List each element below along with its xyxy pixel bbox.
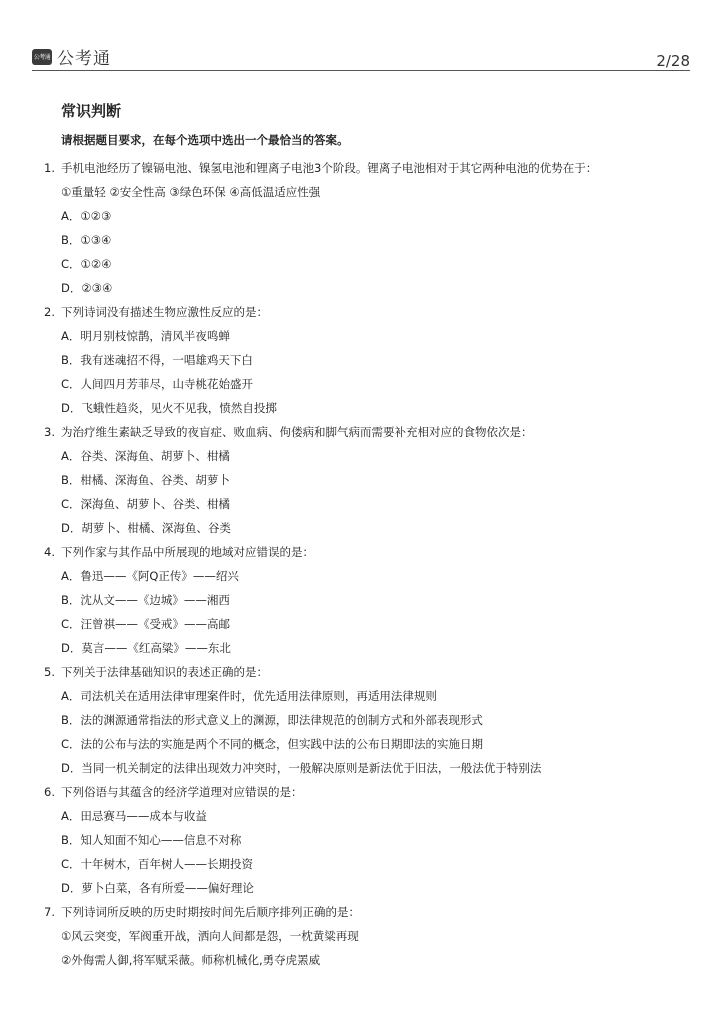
question-option: C．人间四月芳菲尽，山寺桃花始盛开 bbox=[61, 377, 254, 391]
question-number: 2. bbox=[44, 305, 55, 319]
question-option: D．萝卜白菜，各有所爱——偏好理论 bbox=[61, 881, 254, 895]
document-body bbox=[44, 100, 684, 972]
question-text: 为治疗维生素缺乏导致的夜盲症、败血病、佝偻病和脚气病而需要补充相对应的食物依次是： bbox=[61, 425, 533, 439]
question-number: 3. bbox=[44, 425, 55, 439]
question-option: A．①②③ bbox=[61, 209, 112, 223]
section-title: 常识判断 bbox=[61, 102, 122, 120]
question-text: 下列诗词没有描述生物应激性反应的是： bbox=[61, 305, 268, 319]
question-stem bbox=[44, 540, 684, 564]
question-option: D．莫言——《红高粱》——东北 bbox=[61, 641, 231, 655]
question-option: B．法的渊源通常指法的形式意义上的渊源，即法律规范的创制方式和外部表现形式 bbox=[61, 713, 483, 727]
question-list bbox=[44, 156, 684, 972]
question-stem bbox=[44, 900, 684, 924]
question-stem bbox=[44, 780, 684, 804]
question-text: 下列作家与其作品中所展现的地域对应错误的是： bbox=[61, 545, 314, 559]
question-stem bbox=[44, 420, 684, 444]
question-number: 1. bbox=[44, 161, 55, 175]
question-stem bbox=[44, 300, 684, 324]
question-option: B．我有迷魂招不得，一唱雄鸡天下白 bbox=[61, 353, 253, 367]
question-option: C．十年树木，百年树人——长期投资 bbox=[61, 857, 254, 871]
question-option: A．明月别枝惊鹊，清风半夜鸣蝉 bbox=[61, 329, 230, 343]
question-number: 4. bbox=[44, 545, 55, 559]
question-option: C．①②④ bbox=[61, 257, 112, 271]
question-item bbox=[44, 420, 684, 540]
question-option: ①风云突变，军阀重开战，洒向人间都是怨，一枕黄粱再现 bbox=[61, 929, 359, 943]
question-option: D．②③④ bbox=[61, 281, 113, 295]
question-option: A．司法机关在适用法律审理案件时，优先适用法律原则，再适用法律规则 bbox=[61, 689, 437, 703]
question-option: D．胡萝卜、柑橘、深海鱼、谷类 bbox=[61, 521, 231, 535]
question-option: A．鲁迅——《阿Q正传》——绍兴 bbox=[61, 569, 239, 583]
question-text: 手机电池经历了镍镉电池、镍氢电池和锂离子电池3个阶段。锂离子电池相对于其它两种电池的优势在于： bbox=[61, 161, 598, 175]
question-number: 5. bbox=[44, 665, 55, 679]
question-stem bbox=[44, 156, 684, 180]
question-option: C．汪曾祺——《受戒》——高邮 bbox=[61, 617, 231, 631]
question-item bbox=[44, 660, 684, 780]
question-text: 下列俗语与其蕴含的经济学道理对应错误的是： bbox=[61, 785, 303, 799]
question-option: D．飞蛾性趋炎，见火不见我，愤然自投掷 bbox=[61, 401, 277, 415]
logo-text: 公考通 bbox=[57, 49, 111, 69]
question-number: 7. bbox=[44, 905, 55, 919]
question-item bbox=[44, 900, 684, 972]
logo-mark-icon: 公考通 bbox=[32, 49, 52, 65]
question-option: B．沈从文——《边城》——湘西 bbox=[61, 593, 230, 607]
question-stem bbox=[44, 660, 684, 684]
page-header bbox=[32, 44, 690, 71]
question-option: B．知人知面不知心——信息不对称 bbox=[61, 833, 242, 847]
question-option: C．法的公布与法的实施是两个不同的概念，但实践中法的公布日期即法的实施日期 bbox=[61, 737, 484, 751]
question-item bbox=[44, 540, 684, 660]
question-option: B．柑橘、深海鱼、谷类、胡萝卜 bbox=[61, 473, 230, 487]
question-item bbox=[44, 300, 684, 420]
question-option: ②外侮需人御,将军赋采薇。师称机械化,勇夺虎罴威 bbox=[61, 953, 321, 967]
question-option: A．田忌赛马——成本与收益 bbox=[61, 809, 207, 823]
question-text: 下列关于法律基础知识的表述正确的是： bbox=[61, 665, 268, 679]
question-option: D．当同一机关制定的法律出现效力冲突时，一般解决原则是新法优于旧法，一般法优于特别法 bbox=[61, 761, 542, 775]
question-text: 下列诗词所反映的历史时期按时间先后顺序排列正确的是： bbox=[61, 905, 360, 919]
question-option: B．①③④ bbox=[61, 233, 112, 247]
brand-logo bbox=[32, 44, 111, 69]
question-item bbox=[44, 156, 684, 300]
question-option: C．深海鱼、胡萝卜、谷类、柑橘 bbox=[61, 497, 231, 511]
question-option: ①重量轻 ②安全性高 ③绿色环保 ④高低温适应性强 bbox=[61, 185, 321, 199]
question-number: 6. bbox=[44, 785, 55, 799]
question-option: A．谷类、深海鱼、胡萝卜、柑橘 bbox=[61, 449, 230, 463]
question-item bbox=[44, 780, 684, 900]
section-instruction: 请根据题目要求，在每个选项中选出一个最恰当的答案。 bbox=[61, 133, 349, 147]
page-number: 2/28 bbox=[656, 52, 690, 70]
